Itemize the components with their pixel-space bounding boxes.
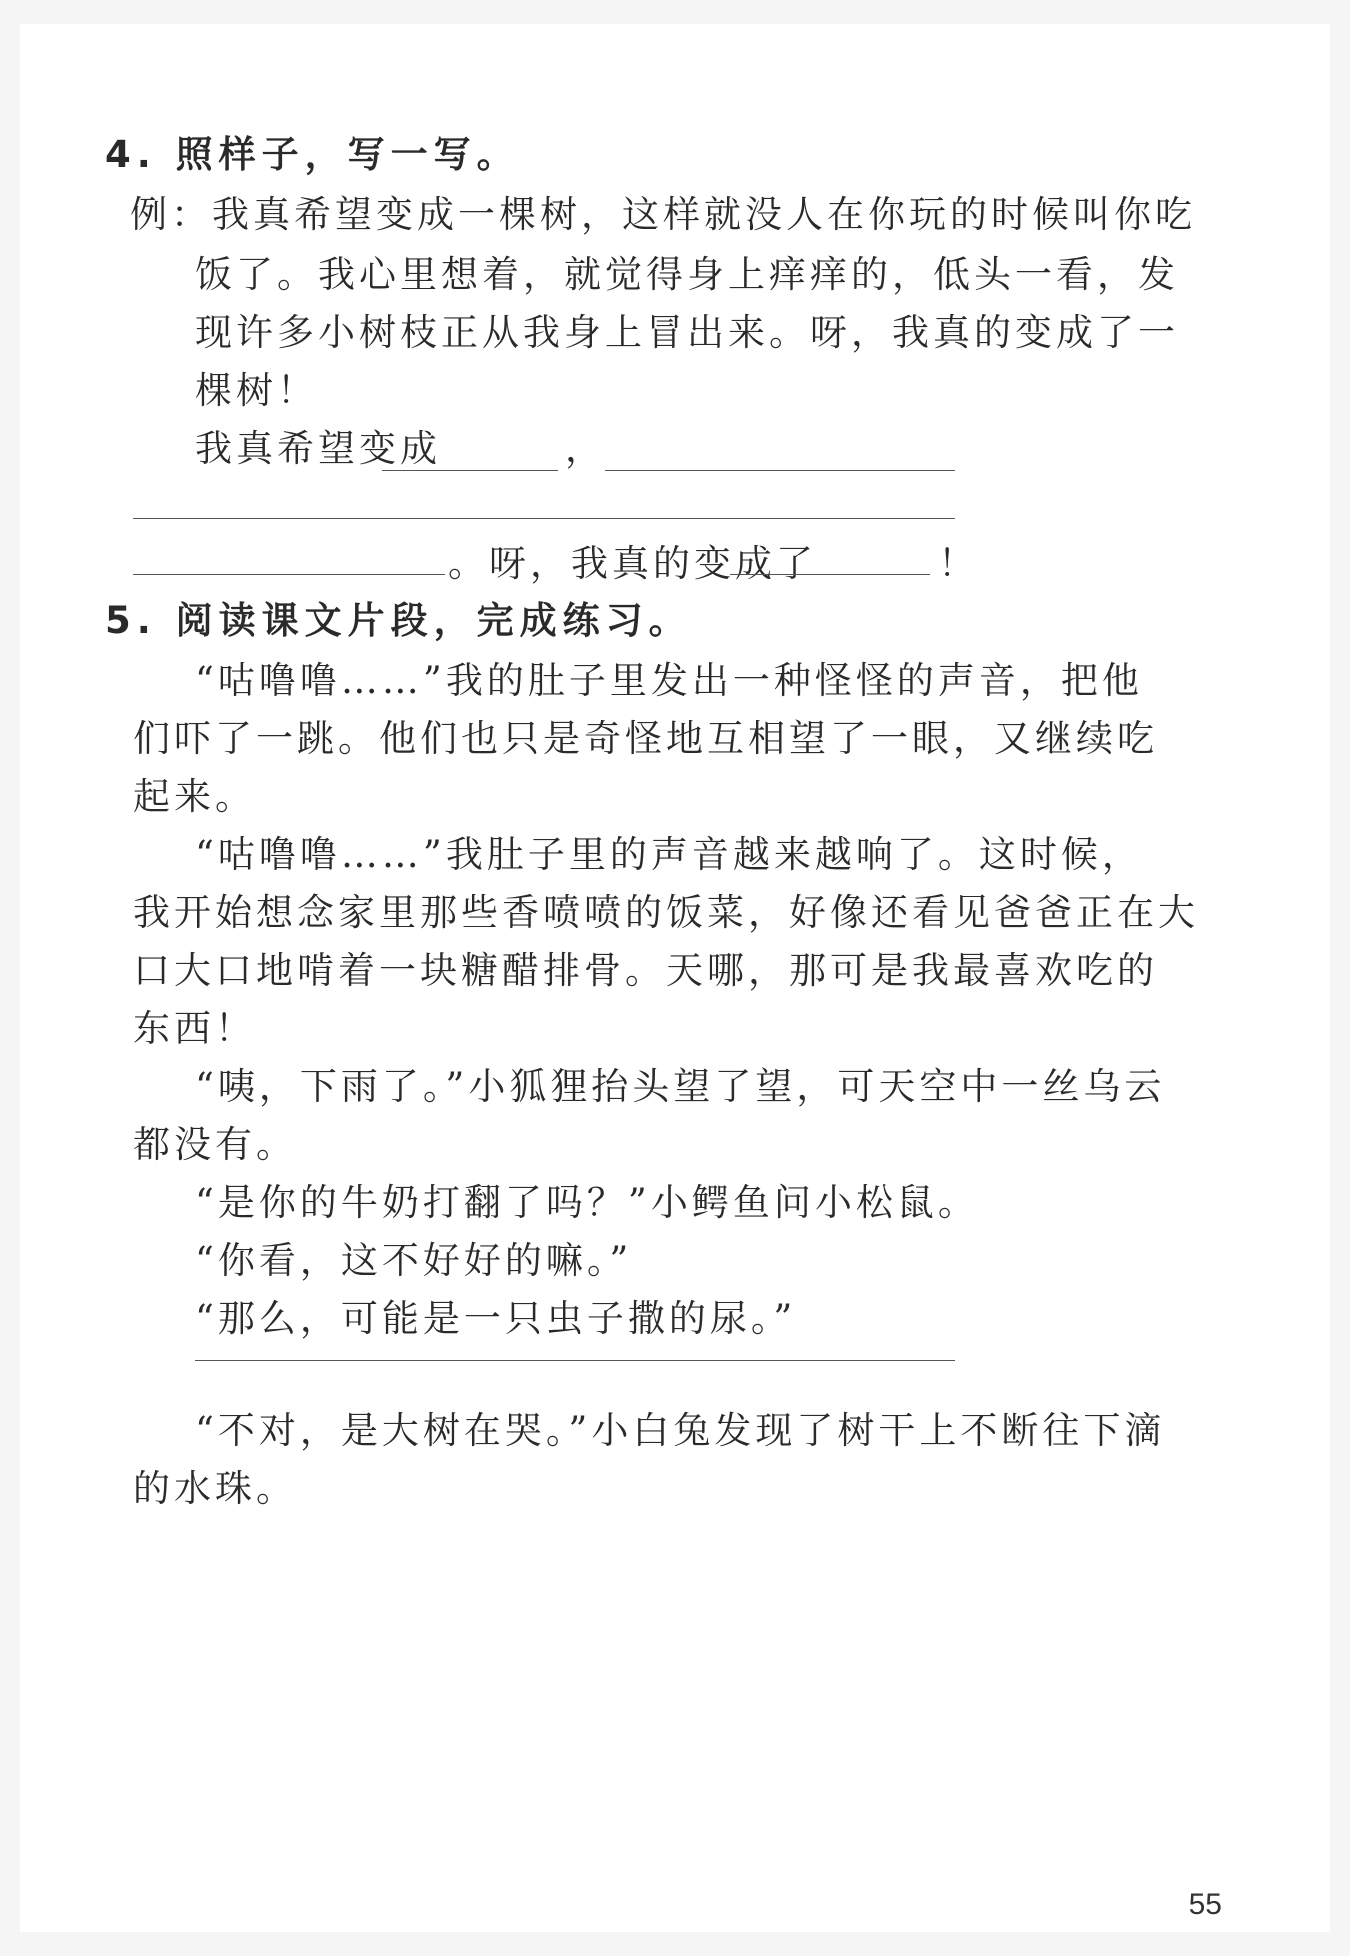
passage-line-11: “你看，这不好好的嘛。” [195, 1239, 633, 1282]
passage-line-8: “咦，下雨了。”小狐狸抬头望了望，可天空中一丝乌云 [195, 1065, 1166, 1108]
passage-line-13: “不对，是大树在哭。”小白兔发现了树干上不断往下滴 [195, 1409, 1166, 1452]
fill-blank-2[interactable] [605, 470, 955, 471]
section-4-heading: 4. 照样子，写一写。 [105, 133, 520, 176]
passage-line-5: 我开始想念家里那些香喷喷的饭菜，好像还看见爸爸正在大 [133, 891, 1199, 934]
fill-end-mark: ！ [938, 542, 979, 585]
section-5-heading: 5. 阅读课文片段，完成练习。 [105, 599, 692, 642]
answer-blank-line[interactable] [195, 1360, 955, 1361]
fill-comma: ， [565, 427, 606, 470]
passage-line-2: 们吓了一跳。他们也只是奇怪地互相望了一眼，又继续吃 [133, 717, 1158, 760]
example-line-4: 棵树！ [195, 369, 318, 412]
passage-line-14: 的水珠。 [133, 1467, 297, 1510]
fill-blank-1[interactable] [382, 470, 558, 471]
fill-blank-5[interactable] [730, 574, 930, 575]
fill-blank-4[interactable] [133, 574, 445, 575]
page-number: 55 [1188, 1888, 1222, 1921]
fill-prefix-text: 我真希望变成 [195, 427, 441, 470]
example-line-1: 例：我真希望变成一棵树，这样就没人在你玩的时候叫你吃 [130, 193, 1196, 236]
example-line-2: 饭了。我心里想着，就觉得身上痒痒的，低头一看，发 [195, 253, 1179, 296]
passage-line-6: 口大口地啃着一块糖醋排骨。天哪，那可是我最喜欢吃的 [133, 949, 1158, 992]
passage-line-9: 都没有。 [133, 1123, 297, 1166]
passage-line-7: 东西！ [133, 1007, 256, 1050]
passage-line-12: “那么，可能是一只虫子撒的尿。” [195, 1297, 797, 1340]
passage-line-1: “咕噜噜……”我的肚子里发出一种怪怪的声音，把他 [195, 659, 1143, 702]
fill-middle-text: 。呀，我真的变成了 [448, 542, 817, 585]
passage-line-4: “咕噜噜……”我肚子里的声音越来越响了。这时候， [195, 833, 1143, 876]
passage-line-3: 起来。 [133, 775, 256, 818]
example-line-3: 现许多小树枝正从我身上冒出来。呀，我真的变成了一 [195, 311, 1179, 354]
fill-blank-3[interactable] [133, 518, 955, 519]
page-paper [20, 24, 1330, 1932]
passage-line-10: “是你的牛奶打翻了吗？”小鳄鱼问小松鼠。 [195, 1181, 979, 1224]
